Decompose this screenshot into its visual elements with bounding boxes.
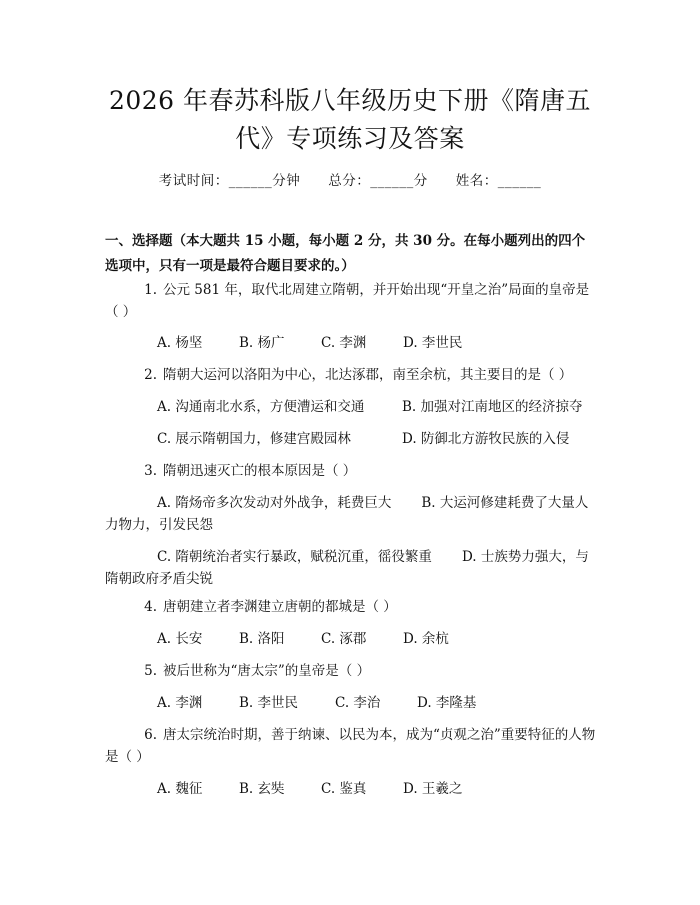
exam-time: 考试时间：______分钟 [158, 173, 301, 189]
question-text: 公元 581 年，取代北周建立隋朝，并开始出现“开皇之治”局面的皇帝是（ ） [105, 282, 590, 320]
option-d: D. 防御北方游牧民族的入侵 [402, 431, 570, 447]
option-c: C. 李治 [335, 695, 381, 711]
option-c: C. 涿郡 [321, 631, 367, 647]
section-heading: 一、选择题（本大题共 15 小题，每小题 2 分，共 30 分。在每小题列出的四个选项中，只有一项是最符合题目要求的。） [105, 233, 586, 274]
option-b: B. 玄奘 [239, 781, 285, 797]
option-b: B. 洛阳 [239, 631, 285, 647]
question-3 [105, 460, 600, 482]
question-number: 5. [144, 663, 157, 679]
option-c: C. 展示隋朝国力，修建宫殿园林 [157, 431, 351, 447]
option-a: A. 李渊 [157, 695, 203, 711]
title-line-1: 2026 年春苏科版八年级历史下册《隋唐五 [108, 86, 592, 115]
question-6 [105, 724, 600, 768]
question-number: 2. [144, 367, 157, 383]
question-text: 隋朝大运河以洛阳为中心，北达涿郡，南至余杭，其主要目的是（ ） [163, 367, 573, 383]
question-number: 6. [144, 727, 157, 743]
question-2 [105, 364, 600, 386]
option-d: D. 余杭 [403, 631, 449, 647]
option-c: C. 隋朝统治者实行暴政，赋税沉重，徭役繁重 [157, 549, 432, 565]
option-b: B. 大运河修建耗费了大量人力物力，引发民怨 [105, 495, 589, 533]
question-2-options-row1 [105, 396, 652, 418]
option-c: C. 鉴真 [321, 781, 367, 797]
option-b: B. 李世民 [239, 695, 299, 711]
document-title [60, 82, 640, 158]
option-a: A. 杨坚 [157, 335, 203, 351]
option-d: D. 王羲之 [403, 781, 463, 797]
question-text: 唐朝建立者李渊建立唐朝的都城是（ ） [163, 599, 397, 615]
exam-score: 总分：______分 [328, 173, 428, 189]
question-3-options-row2 [105, 546, 600, 590]
question-1-options [105, 332, 652, 354]
student-name: 姓名：______ [455, 173, 542, 189]
question-text: 隋朝迅速灭亡的根本原因是（ ） [163, 463, 357, 479]
question-number: 1. [144, 282, 157, 298]
question-4-options [105, 628, 652, 650]
option-d: D. 士族势力强大，与隋朝政府矛盾尖锐 [105, 549, 589, 587]
question-5 [105, 660, 600, 682]
question-number: 4. [144, 599, 157, 615]
option-b: B. 杨广 [239, 335, 285, 351]
option-a: A. 沟通南北水系，方便漕运和交通 [157, 399, 365, 415]
option-c: C. 李渊 [321, 335, 367, 351]
option-a: A. 长安 [157, 631, 203, 647]
question-text: 唐太宗统治时期，善于纳谏、以民为本，成为“贞观之治”重要特征的人物是（ ） [105, 727, 596, 765]
question-2-options-row2 [105, 428, 652, 450]
question-3-options-row1 [105, 492, 600, 536]
question-4 [105, 596, 600, 618]
option-d: D. 李世民 [403, 335, 463, 351]
option-a: A. 魏征 [157, 781, 203, 797]
option-b: B. 加强对江南地区的经济掠夺 [402, 399, 583, 415]
question-5-options [105, 692, 652, 714]
question-6-options [105, 778, 652, 800]
question-text: 被后世称为“唐太宗”的皇帝是（ ） [163, 663, 371, 679]
option-a: A. 隋炀帝多次发动对外战争，耗费巨大 [157, 495, 392, 511]
exam-info [0, 169, 700, 189]
option-d: D. 李隆基 [417, 695, 477, 711]
question-1 [105, 279, 600, 323]
title-line-2: 代》专项练习及答案 [235, 124, 465, 153]
question-number: 3. [144, 463, 157, 479]
